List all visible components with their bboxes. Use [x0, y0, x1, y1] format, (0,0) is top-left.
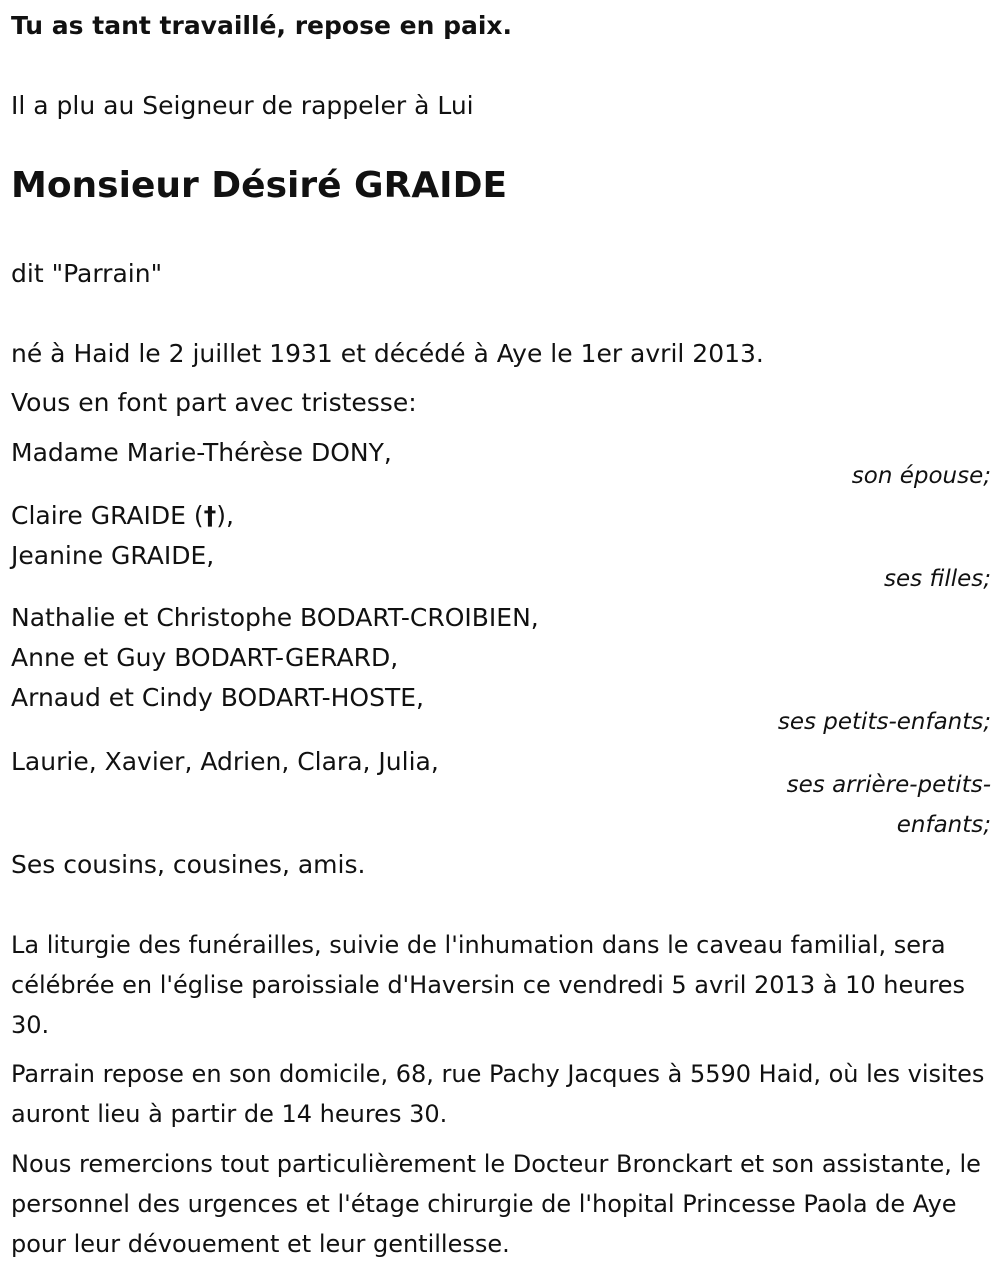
daughters-relation: ses filles; — [884, 566, 991, 592]
deceased-name: Monsieur Désiré GRAIDE — [11, 165, 508, 206]
great-grandchildren-names: Laurie, Xavier, Adrien, Clara, Julia, — [11, 747, 439, 776]
grandchild-couple: Nathalie et Christophe BODART-CROIBIEN, — [11, 603, 539, 632]
daughter-name — [11, 496, 234, 536]
birth-death-line: né à Haid le 2 juillet 1931 et décédé à Aye le 1er avril 2013. — [11, 339, 764, 368]
great-grandchildren-relation: ses arrière-petits- — [786, 772, 991, 798]
great-grandchildren-relation-cont: enfants; — [896, 812, 991, 838]
grandchildren-relation: ses petits-enfants; — [777, 709, 991, 735]
cross-icon: † — [203, 501, 217, 530]
other-relatives: Ses cousins, cousines, amis. — [11, 850, 366, 879]
thanks-paragraph: Nous remercions tout particulièrement le Docteur Bronckart et son assistante, le personnel des urgences et l'étage chirurgie de l'hopital Princesse Paola de Aye pour leur dévouement et leur gentillesse. — [11, 1150, 981, 1258]
grandchild-couple: Arnaud et Cindy BODART-HOSTE, — [11, 683, 424, 712]
spouse-name: Madame Marie-Thérèse DONY, — [11, 438, 392, 467]
announcers-intro: Vous en font part avec tristesse: — [11, 388, 417, 417]
visitation-paragraph: Parrain repose en son domicile, 68, rue Pachy Jacques à 5590 Haid, où les visites auront lieu à partir de 14 heures 30. — [11, 1060, 985, 1128]
headline: Tu as tant travaillé, repose en paix. — [11, 11, 513, 40]
grandchild-couple: Anne et Guy BODART-GERARD, — [11, 643, 399, 672]
spouse-relation: son épouse; — [851, 463, 991, 489]
nickname: dit "Parrain" — [11, 259, 163, 288]
daughter-name-end: ), — [216, 501, 234, 530]
daughter-name-text: Claire GRAIDE ( — [11, 501, 204, 530]
intro-line: Il a plu au Seigneur de rappeler à Lui — [11, 91, 474, 120]
funeral-paragraph: La liturgie des funérailles, suivie de l'inhumation dans le caveau familial, sera célébrée en l'église paroissiale d'Haversin ce vendredi 5 avril 2013 à 10 heures 30. — [11, 931, 966, 1039]
daughter-name: Jeanine GRAIDE, — [11, 541, 215, 570]
